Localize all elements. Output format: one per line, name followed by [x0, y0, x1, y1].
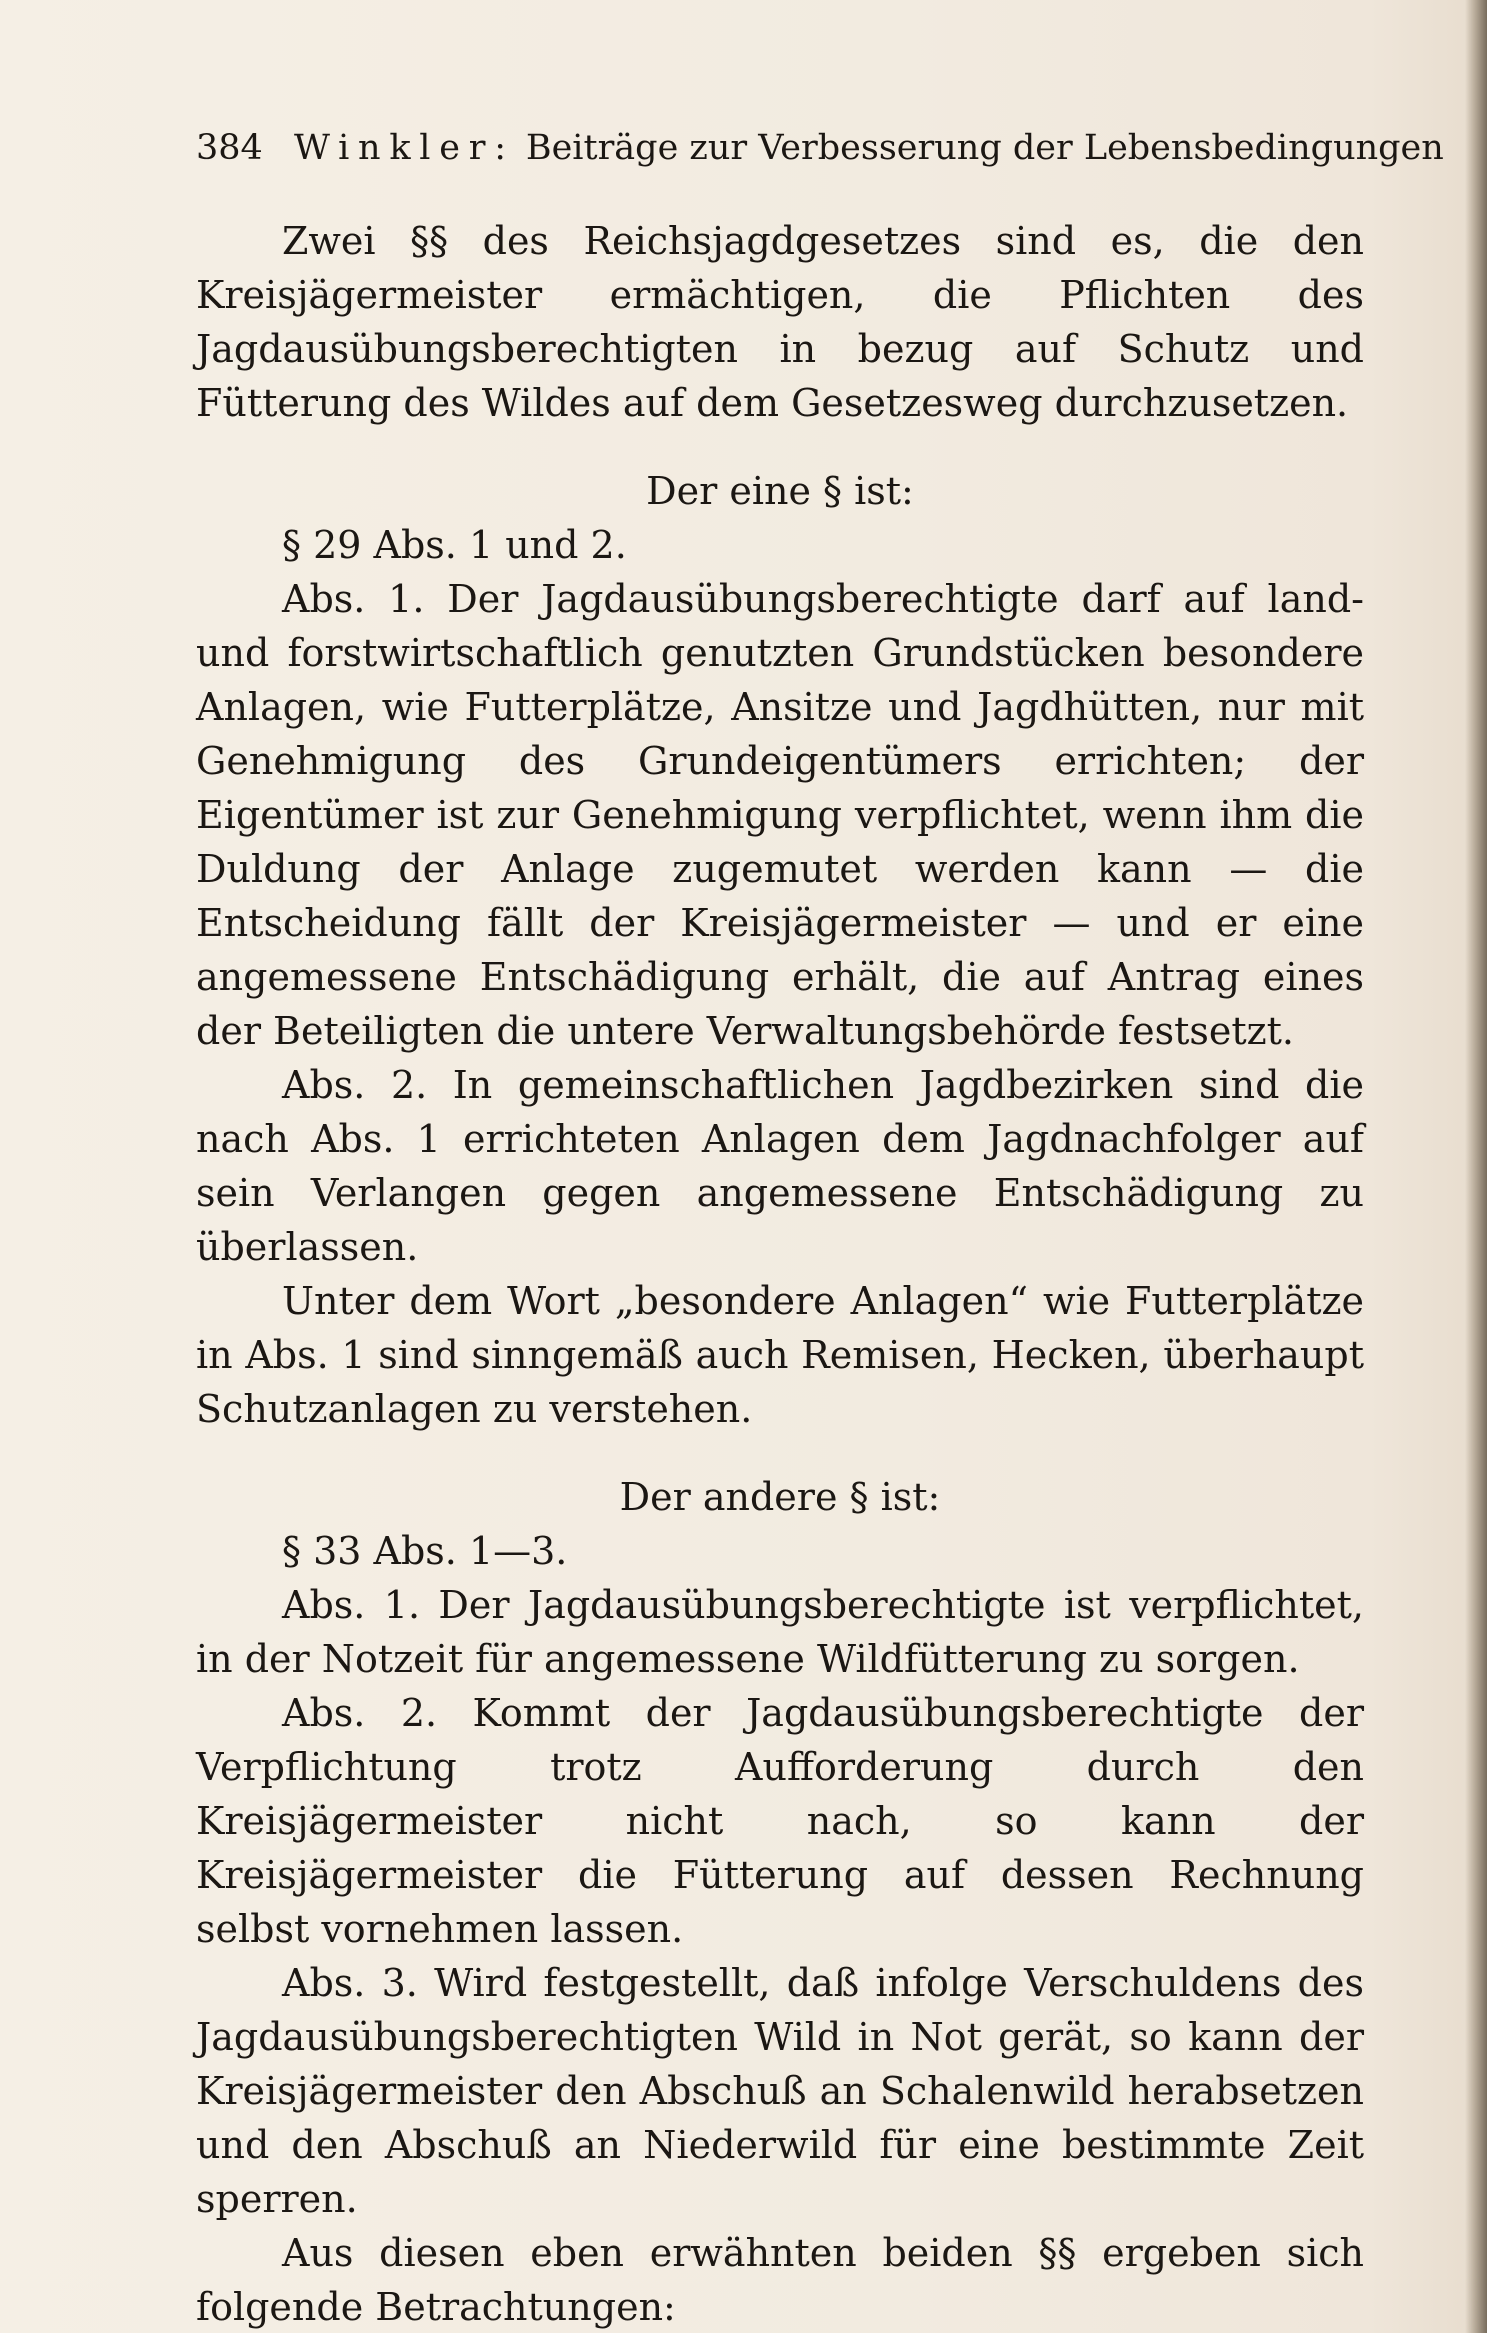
first-section-abs-2: Abs. 2. In gemeinschaftlichen Jagdbezirken sind die nach Abs. 1 errichteten Anlagen dem Jagdnachfolger auf sein Verlangen gegen angemessene Entschädigung zu überlassen. [196, 1063, 1364, 1269]
page-spine-shadow [1465, 0, 1487, 2333]
page-number: 384 [196, 128, 263, 168]
second-section-abs-1: Abs. 1. Der Jagdausübungsberechtigte ist verpflichtet, in der Notzeit für angemessene Wildfütterung zu sorgen. [196, 1583, 1364, 1681]
first-section-note: Unter dem Wort „besondere Anlagen“ wie Futterplätze in Abs. 1 sind sinngemäß auch Remisen, Hecken, überhaupt Schutzanlagen zu verstehen. [196, 1279, 1364, 1431]
first-section-heading: § 29 Abs. 1 und 2. [282, 523, 627, 567]
first-section-intro: Der eine § ist: [646, 469, 914, 513]
conclusion-paragraph: Aus diesen eben erwähnten beiden §§ ergeben sich folgende Betrachtungen: [196, 2231, 1364, 2329]
second-section-abs-2: Abs. 2. Kommt der Jagdausübungsberechtigte der Verpflichtung trotz Aufforderung durch den Kreisjägermeister nicht nach, so kann der Kreisjägermeister die Fütterung auf dessen Rechnung selbst vornehmen lassen. [196, 1691, 1364, 1951]
first-section-abs-1: Abs. 1. Der Jagdausübungsberechtigte darf auf land- und forstwirtschaftlich genutzten Grundstücken besondere Anlagen, wie Futterplätze, Ansitze und Jagdhütten, nur mit Genehmigung des Grundeigentümers errichten; der Eigentümer ist zur Genehmigung verpflichtet, wenn ihm die Duldung der Anlage zugemutet werden kann — die Entscheidung fällt der Kreisjägermeister — und er eine angemessene Entschädigung erhält, die auf Antrag eines der Beteiligten die untere Verwaltungsbehörde festsetzt. [196, 577, 1364, 1053]
spacing [196, 430, 1364, 464]
spacing [196, 1436, 1364, 1470]
second-section-abs-3: Abs. 3. Wird festgestellt, daß infolge Verschuldens des Jagdausübungsberechtigten Wild in Not gerät, so kann der Kreisjägermeister den Abschuß an Schalenwild herabsetzen und den Abschuß an Niederwild für eine bestimmte Zeit sperren. [196, 1961, 1364, 2221]
running-header [196, 122, 1444, 174]
second-section-intro: Der andere § ist: [619, 1475, 941, 1519]
intro-paragraph: Zwei §§ des Reichsjagdgesetzes sind es, die den Kreisjägermeister ermächtigen, die Pflichten des Jagdausübungsberechtigten in bezug auf Schutz und Fütterung des Wildes auf dem Gesetzesweg durchzusetzen. [196, 219, 1364, 425]
main-text [196, 214, 1364, 2333]
author-name: Winkler: [294, 128, 515, 168]
article-title: Beiträge zur Verbesserung der Lebensbedingungen [525, 128, 1444, 168]
second-section-heading: § 33 Abs. 1—3. [282, 1529, 568, 1573]
